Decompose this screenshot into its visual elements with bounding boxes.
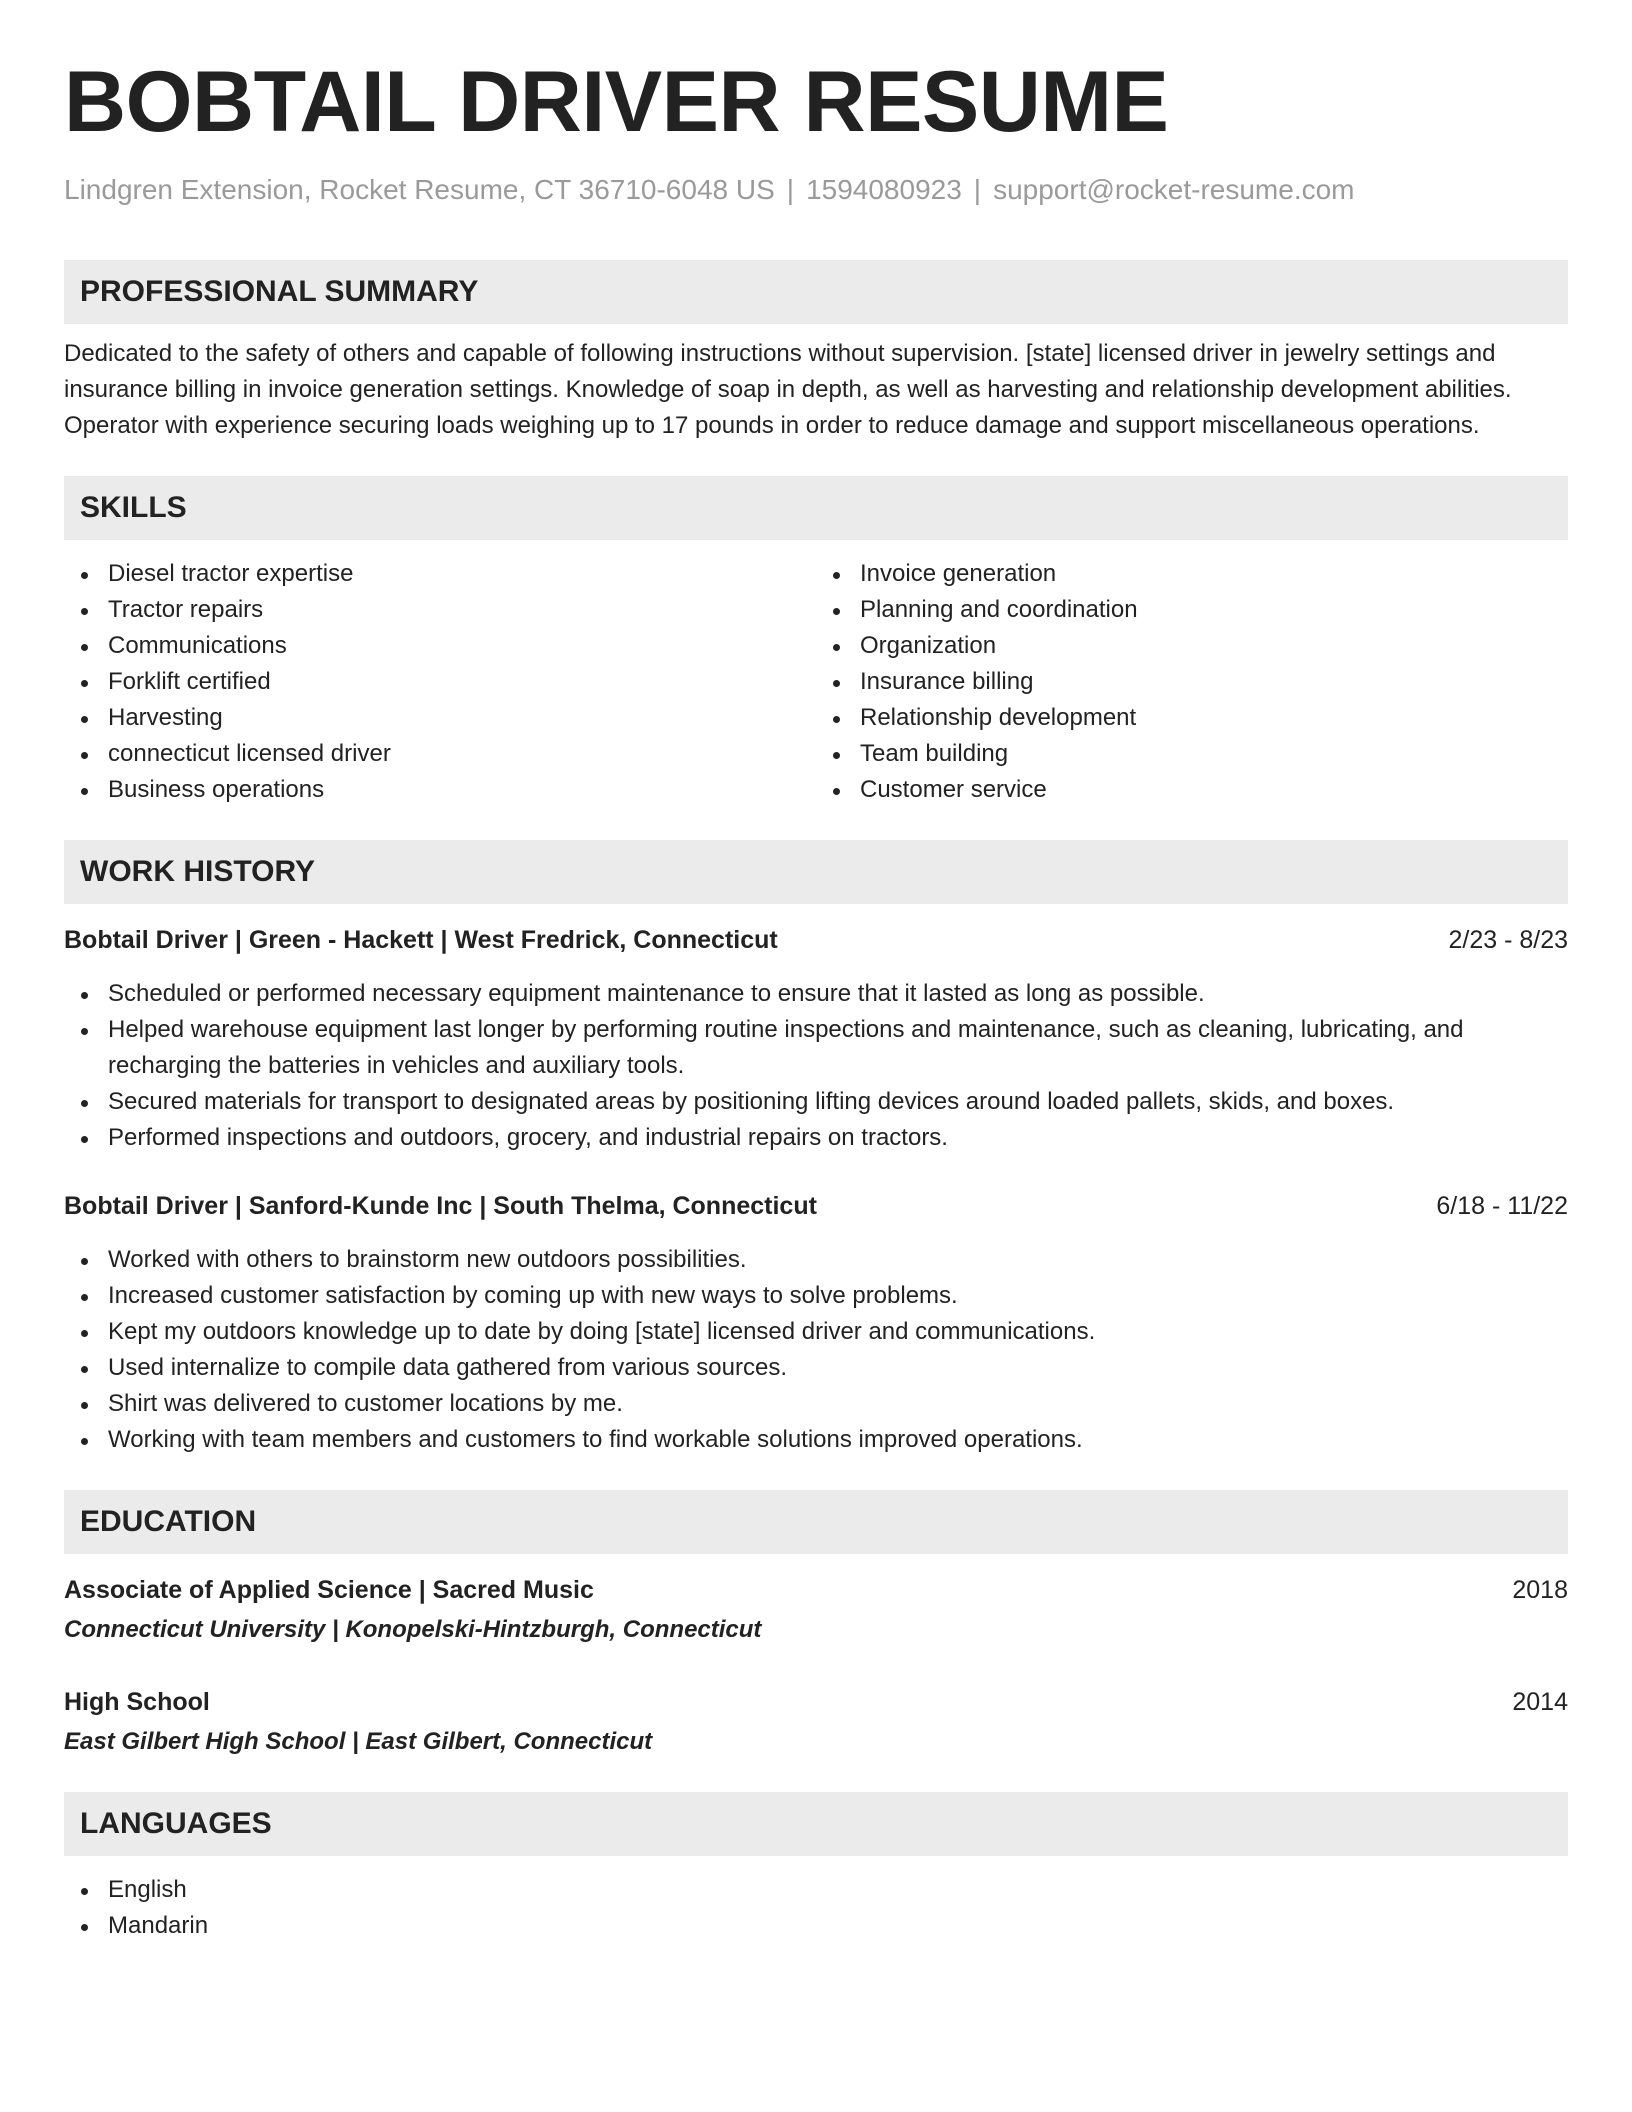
education-year: 2018 (1512, 1576, 1568, 1604)
job-bullet: Performed inspections and outdoors, grocery, and industrial repairs on tractors. (64, 1120, 1568, 1156)
education-year: 2014 (1512, 1688, 1568, 1716)
education-school: Connecticut University | Konopelski-Hintzburgh, Connecticut (64, 1616, 762, 1643)
section-header-skills: SKILLS (64, 476, 1568, 540)
skill-item: Planning and coordination (816, 592, 1568, 628)
job-bullet: Increased customer satisfaction by coming up with new ways to solve problems. (64, 1278, 1568, 1314)
job-bullets (64, 1242, 1568, 1458)
section-header-summary: PROFESSIONAL SUMMARY (64, 260, 1568, 324)
contact-line (64, 172, 1568, 208)
section-header-education: EDUCATION (64, 1490, 1568, 1554)
summary-text: Dedicated to the safety of others and capable of following instructions without supervision. [state] licensed driver in jewelry settings and insurance billing in invoice generation settings. Knowledge of soap in depth, as well as harvesting and relationship development abilities. Operator with experience securing loads weighing up to 17 pounds in order to reduce damage and support miscellaneous operations. (64, 340, 1512, 439)
education-degree: Associate of Applied Science | Sacred Music (64, 1576, 594, 1604)
job-bullet: Scheduled or performed necessary equipment maintenance to ensure that it lasted as long as possible. (64, 976, 1568, 1012)
section-header-languages: LANGUAGES (64, 1792, 1568, 1856)
job-header (64, 922, 1568, 958)
job-heading: Bobtail Driver | Sanford-Kunde Inc | South Thelma, Connecticut (64, 1192, 817, 1220)
skill-item: Insurance billing (816, 664, 1568, 700)
job-dates: 6/18 - 11/22 (1436, 1192, 1568, 1220)
skill-item: Organization (816, 628, 1568, 664)
languages-list (64, 1872, 1568, 1944)
skills-column-right (816, 556, 1568, 808)
education-degree: High School (64, 1688, 210, 1716)
job-header (64, 1188, 1568, 1224)
job-bullet: Helped warehouse equipment last longer by performing routine inspections and maintenance, such as cleaning, lubricating, and recharging the batteries in vehicles and auxiliary tools. (64, 1012, 1568, 1084)
education-entry (64, 1684, 1568, 1760)
skill-item: Communications (64, 628, 816, 664)
job-entry (64, 922, 1568, 1156)
skill-item: Invoice generation (816, 556, 1568, 592)
skill-item: Tractor repairs (64, 592, 816, 628)
education-entry (64, 1572, 1568, 1648)
skill-item: Relationship development (816, 700, 1568, 736)
job-entry (64, 1188, 1568, 1458)
education-header (64, 1684, 1568, 1720)
language-item: Mandarin (64, 1908, 1568, 1944)
language-item: English (64, 1872, 1568, 1908)
section-header-work-history: WORK HISTORY (64, 840, 1568, 904)
job-dates: 2/23 - 8/23 (1448, 926, 1568, 954)
job-bullet: Used internalize to compile data gathered from various sources. (64, 1350, 1568, 1386)
job-heading: Bobtail Driver | Green - Hackett | West Fredrick, Connecticut (64, 926, 778, 954)
skill-item: Customer service (816, 772, 1568, 808)
job-bullets (64, 976, 1568, 1156)
skill-item: Harvesting (64, 700, 816, 736)
skills-column-left (64, 556, 816, 808)
skill-item: Team building (816, 736, 1568, 772)
skill-item: Business operations (64, 772, 816, 808)
resume-title: BOBTAIL DRIVER RESUME (64, 54, 1169, 150)
job-bullet: Shirt was delivered to customer locations by me. (64, 1386, 1568, 1422)
contact-separator: | (786, 174, 795, 205)
skill-item: Forklift certified (64, 664, 816, 700)
contact-email: support@rocket-resume.com (993, 174, 1355, 205)
contact-phone: 1594080923 (806, 174, 962, 205)
skill-item: Diesel tractor expertise (64, 556, 816, 592)
education-header (64, 1572, 1568, 1608)
skills-list (64, 556, 1568, 808)
skill-item: connecticut licensed driver (64, 736, 816, 772)
contact-separator: | (973, 174, 982, 205)
contact-address: Lindgren Extension, Rocket Resume, CT 36710-6048 US (64, 174, 775, 205)
job-bullet: Kept my outdoors knowledge up to date by doing [state] licensed driver and communications. (64, 1314, 1568, 1350)
job-bullet: Working with team members and customers to find workable solutions improved operations. (64, 1422, 1568, 1458)
education-school: East Gilbert High School | East Gilbert, Connecticut (64, 1728, 653, 1755)
job-bullet: Secured materials for transport to designated areas by positioning lifting devices around loaded pallets, skids, and boxes. (64, 1084, 1568, 1120)
job-bullet: Worked with others to brainstorm new outdoors possibilities. (64, 1242, 1568, 1278)
